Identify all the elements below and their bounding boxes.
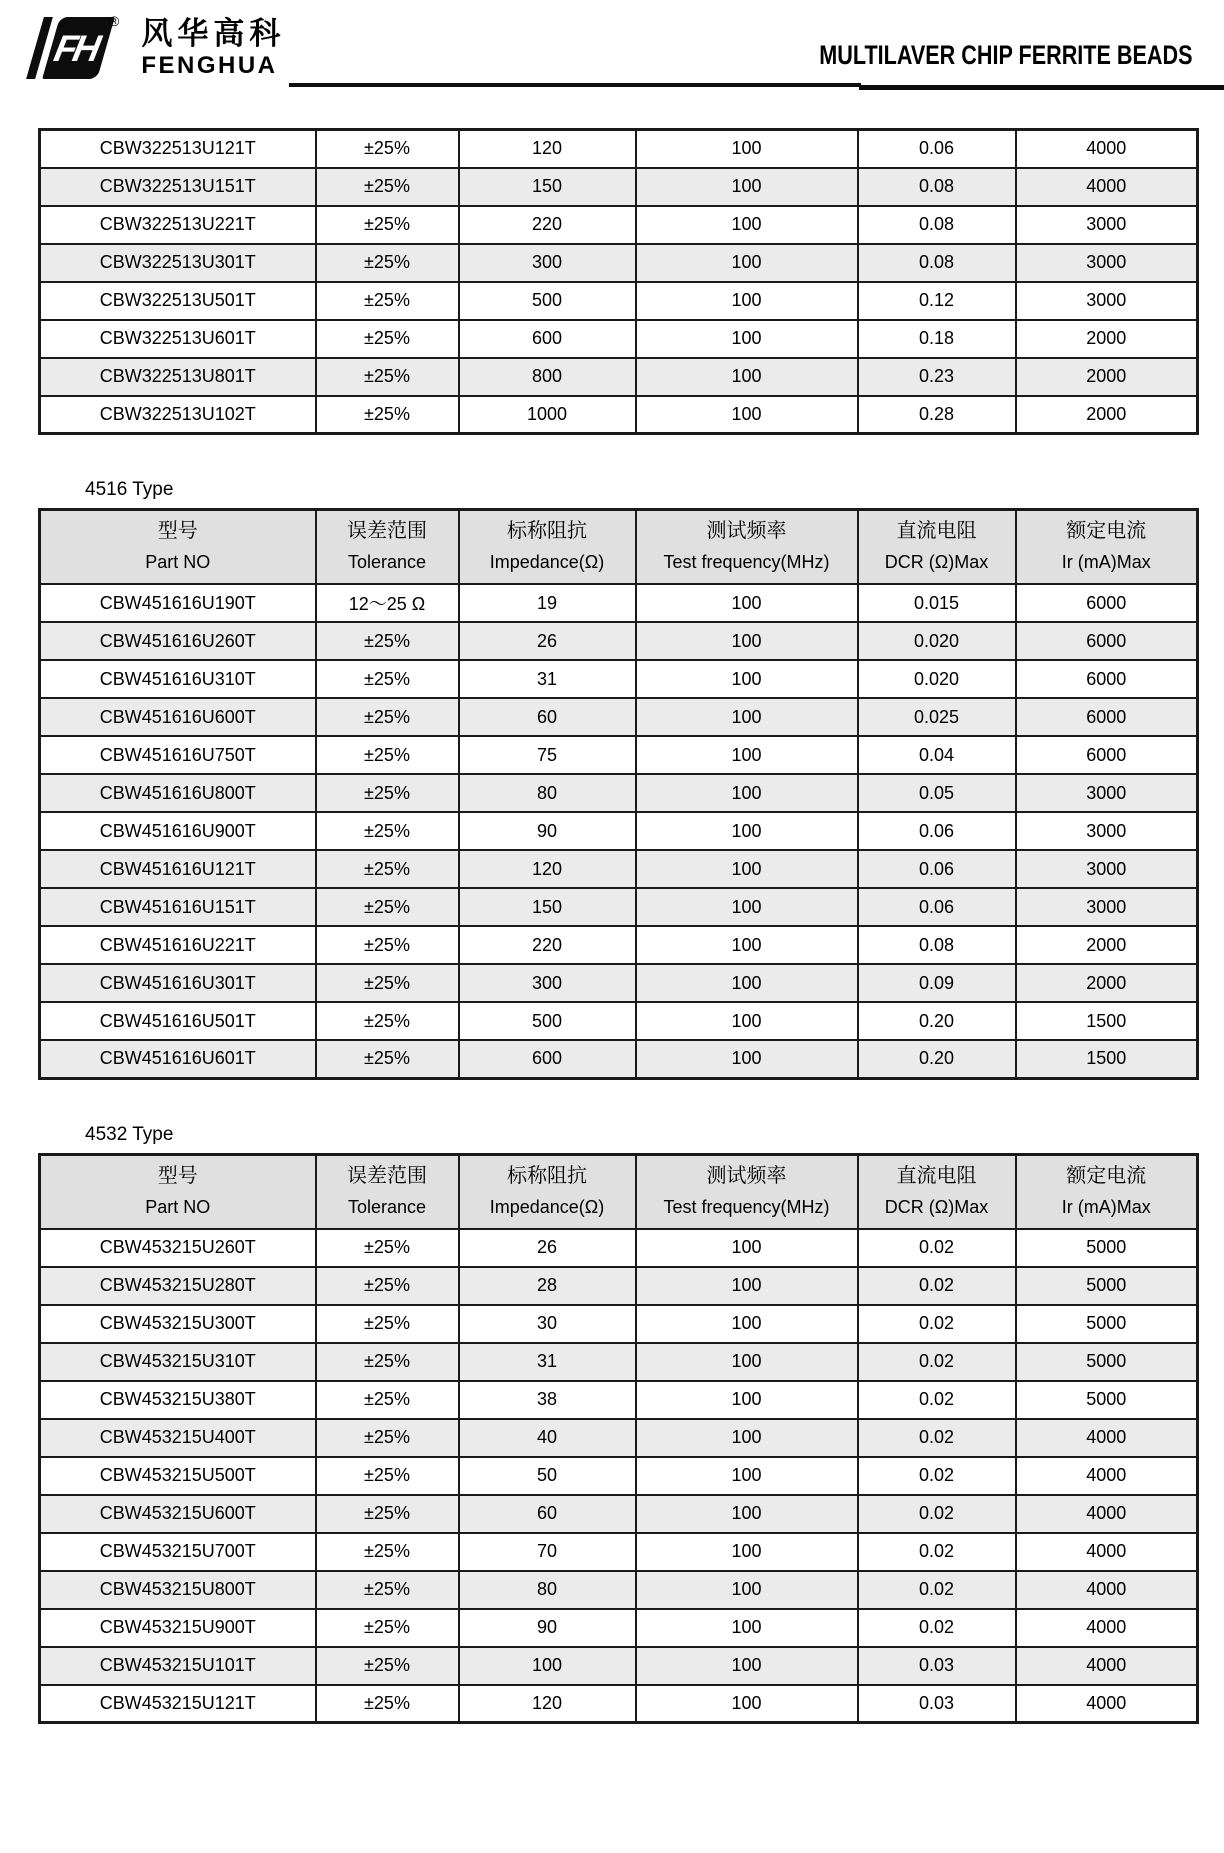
- cell-dcr: 0.06: [858, 850, 1016, 888]
- cell-freq: 100: [636, 320, 858, 358]
- cell-imp: 38: [459, 1381, 636, 1419]
- cell-part: CBW453215U500T: [40, 1457, 316, 1495]
- col-header-part-no: [40, 510, 316, 585]
- cell-tol: ±25%: [316, 396, 459, 434]
- col-header-dcr: [858, 510, 1016, 585]
- cell-dcr: 0.02: [858, 1305, 1016, 1343]
- logo-block-shape: [42, 17, 115, 79]
- cell-freq: 100: [636, 964, 858, 1002]
- cell-ir: 6000: [1016, 736, 1198, 774]
- col-header-impedance: [459, 1154, 636, 1229]
- col-header-zh: 误差范围: [347, 1164, 427, 1187]
- header-rule-left: [289, 83, 861, 87]
- cell-tol: 12～25 Ω: [316, 584, 459, 622]
- table-row: [40, 320, 1198, 358]
- cell-dcr: 0.03: [858, 1647, 1016, 1685]
- cell-freq: 100: [636, 622, 858, 660]
- cell-dcr: 0.08: [858, 244, 1016, 282]
- cell-freq: 100: [636, 1040, 858, 1078]
- cell-ir: 4000: [1016, 1571, 1198, 1609]
- col-header-zh: 型号: [157, 1164, 198, 1187]
- cell-tol: ±25%: [316, 1647, 459, 1685]
- cell-dcr: 0.020: [858, 660, 1016, 698]
- cell-dcr: 0.02: [858, 1495, 1016, 1533]
- cell-tol: ±25%: [316, 1343, 459, 1381]
- cell-dcr: 0.06: [858, 130, 1016, 168]
- table-row: [40, 1419, 1198, 1457]
- cell-freq: 100: [636, 774, 858, 812]
- cell-dcr: 0.02: [858, 1457, 1016, 1495]
- cell-ir: 1500: [1016, 1040, 1198, 1078]
- col-header-ir: [1016, 510, 1198, 585]
- col-header-part-no: [40, 1154, 316, 1229]
- cell-part: CBW451616U601T: [40, 1040, 316, 1078]
- cell-dcr: 0.12: [858, 282, 1016, 320]
- table-body: [40, 1229, 1198, 1723]
- cell-part: CBW453215U900T: [40, 1609, 316, 1647]
- cell-imp: 80: [459, 1571, 636, 1609]
- cell-imp: 300: [459, 244, 636, 282]
- cell-tol: ±25%: [316, 1571, 459, 1609]
- brand-name-chinese: 风华高科: [141, 16, 286, 51]
- cell-tol: ±25%: [316, 1533, 459, 1571]
- cell-imp: 60: [459, 1495, 636, 1533]
- cell-freq: 100: [636, 168, 858, 206]
- header-rule-right: [859, 85, 1224, 90]
- cell-freq: 100: [636, 396, 858, 434]
- cell-part: CBW451616U750T: [40, 736, 316, 774]
- cell-dcr: 0.06: [858, 888, 1016, 926]
- cell-imp: 75: [459, 736, 636, 774]
- fenghua-logo: [30, 13, 286, 80]
- col-header-tolerance: [316, 510, 459, 585]
- cell-part: CBW322513U221T: [40, 206, 316, 244]
- col-header-zh: 测试频率: [706, 520, 787, 542]
- brand-name-english: FENGHUA: [141, 52, 278, 79]
- document-title: MULTILAVER CHIP FERRITE BEADS: [819, 40, 1193, 70]
- table-row: [40, 1002, 1198, 1040]
- cell-freq: 100: [636, 1685, 858, 1723]
- col-header-dcr: [858, 1154, 1016, 1229]
- cell-part: CBW322513U801T: [40, 358, 316, 396]
- cell-freq: 100: [636, 736, 858, 774]
- cell-tol: ±25%: [316, 1495, 459, 1533]
- cell-part: CBW453215U280T: [40, 1267, 316, 1305]
- cell-imp: 70: [459, 1533, 636, 1571]
- fenghua-logo-mark-icon: [30, 16, 106, 80]
- col-header-zh: 型号: [157, 520, 198, 542]
- cell-imp: 26: [459, 1229, 636, 1267]
- cell-freq: 100: [636, 1533, 858, 1571]
- col-header-zh: 标称阻抗: [507, 1164, 587, 1187]
- cell-freq: 100: [636, 1419, 858, 1457]
- table-body: [40, 584, 1198, 1078]
- cell-imp: 40: [459, 1419, 636, 1457]
- cell-imp: 220: [459, 926, 636, 964]
- table-row: [40, 584, 1198, 622]
- table-row: [40, 1343, 1198, 1381]
- table-row: [40, 1457, 1198, 1495]
- table-row: [40, 396, 1198, 434]
- cell-freq: 100: [636, 1002, 858, 1040]
- table-row: [40, 206, 1198, 244]
- cell-freq: 100: [636, 1457, 858, 1495]
- cell-imp: 120: [459, 850, 636, 888]
- cell-dcr: 0.28: [858, 396, 1016, 434]
- cell-freq: 100: [636, 282, 858, 320]
- table-row: [40, 1647, 1198, 1685]
- table-body: [40, 130, 1198, 434]
- col-header-en: Tolerance: [347, 552, 427, 572]
- cell-dcr: 0.23: [858, 358, 1016, 396]
- cell-tol: ±25%: [316, 1040, 459, 1078]
- cell-freq: 100: [636, 206, 858, 244]
- cell-imp: 80: [459, 774, 636, 812]
- col-header-en: Part NO: [145, 552, 211, 572]
- cell-part: CBW453215U260T: [40, 1229, 316, 1267]
- cell-tol: ±25%: [316, 206, 459, 244]
- col-header-en: DCR (Ω)Max: [884, 552, 989, 572]
- cell-tol: ±25%: [316, 622, 459, 660]
- section-label-4516: 4516 Type: [85, 479, 174, 500]
- cell-imp: 150: [459, 168, 636, 206]
- cell-tol: ±25%: [316, 1457, 459, 1495]
- cell-ir: 4000: [1016, 1419, 1198, 1457]
- cell-ir: 5000: [1016, 1381, 1198, 1419]
- table-row: [40, 1229, 1198, 1267]
- col-header-en: Impedance(Ω): [489, 552, 605, 572]
- cell-imp: 28: [459, 1267, 636, 1305]
- table-row: [40, 1685, 1198, 1723]
- col-header-zh: 额定电流: [1066, 520, 1147, 542]
- table-row: [40, 358, 1198, 396]
- cell-imp: 1000: [459, 396, 636, 434]
- cell-dcr: 0.015: [858, 584, 1016, 622]
- cell-tol: ±25%: [316, 1685, 459, 1723]
- cell-dcr: 0.05: [858, 774, 1016, 812]
- col-header-en: Ir (mA)Max: [1061, 552, 1151, 572]
- table-row: [40, 622, 1198, 660]
- col-header-test-frequency: [636, 1154, 858, 1229]
- cell-tol: ±25%: [316, 926, 459, 964]
- cell-ir: 6000: [1016, 622, 1198, 660]
- section-label-4532: 4532 Type: [85, 1123, 174, 1145]
- cell-tol: ±25%: [316, 282, 459, 320]
- col-header-zh: 误差范围: [347, 520, 427, 542]
- cell-part: CBW453215U800T: [40, 1571, 316, 1609]
- cell-tol: ±25%: [316, 698, 459, 736]
- cell-freq: 100: [636, 698, 858, 736]
- cell-freq: 100: [636, 130, 858, 168]
- col-header-zh: 标称阻抗: [507, 520, 587, 542]
- table-row: [40, 1040, 1198, 1078]
- cell-part: CBW453215U380T: [40, 1381, 316, 1419]
- cell-part: CBW451616U121T: [40, 850, 316, 888]
- cell-ir: 1500: [1016, 1002, 1198, 1040]
- table-row: [40, 244, 1198, 282]
- cell-freq: 100: [636, 850, 858, 888]
- table-row: [40, 1495, 1198, 1533]
- cell-imp: 120: [459, 130, 636, 168]
- cell-imp: 150: [459, 888, 636, 926]
- cell-ir: 5000: [1016, 1229, 1198, 1267]
- cell-freq: 100: [636, 926, 858, 964]
- cell-dcr: 0.06: [858, 812, 1016, 850]
- cell-part: CBW322513U121T: [40, 130, 316, 168]
- table-row: [40, 1533, 1198, 1571]
- cell-tol: ±25%: [316, 736, 459, 774]
- cell-tol: ±25%: [316, 774, 459, 812]
- table-row: [40, 1571, 1198, 1609]
- col-header-ir: [1016, 1154, 1198, 1229]
- cell-dcr: 0.02: [858, 1381, 1016, 1419]
- cell-ir: 2000: [1016, 396, 1198, 434]
- cell-tol: ±25%: [316, 1305, 459, 1343]
- col-header-en: Impedance(Ω): [489, 1196, 605, 1217]
- table-row: [40, 1381, 1198, 1419]
- cell-dcr: 0.02: [858, 1267, 1016, 1305]
- cell-imp: 600: [459, 320, 636, 358]
- page-header: [0, 0, 1224, 128]
- cell-ir: 4000: [1016, 1609, 1198, 1647]
- cell-freq: 100: [636, 812, 858, 850]
- cell-part: CBW451616U310T: [40, 660, 316, 698]
- cell-ir: 6000: [1016, 660, 1198, 698]
- cell-part: CBW322513U102T: [40, 396, 316, 434]
- cell-freq: 100: [636, 1647, 858, 1685]
- cell-part: CBW451616U900T: [40, 812, 316, 850]
- cell-part: CBW451616U151T: [40, 888, 316, 926]
- cell-ir: 3000: [1016, 774, 1198, 812]
- cell-tol: ±25%: [316, 1609, 459, 1647]
- cell-imp: 60: [459, 698, 636, 736]
- cell-freq: 100: [636, 1267, 858, 1305]
- cell-ir: 3000: [1016, 244, 1198, 282]
- cell-freq: 100: [636, 1229, 858, 1267]
- cell-imp: 500: [459, 282, 636, 320]
- cell-part: CBW453215U700T: [40, 1533, 316, 1571]
- cell-ir: 4000: [1016, 1647, 1198, 1685]
- cell-part: CBW322513U601T: [40, 320, 316, 358]
- cell-tol: ±25%: [316, 1229, 459, 1267]
- cell-part: CBW453215U121T: [40, 1685, 316, 1723]
- table-row: [40, 926, 1198, 964]
- cell-imp: 120: [459, 1685, 636, 1723]
- cell-ir: 5000: [1016, 1305, 1198, 1343]
- table-row: [40, 698, 1198, 736]
- cell-tol: ±25%: [316, 320, 459, 358]
- cell-imp: 90: [459, 1609, 636, 1647]
- cell-dcr: 0.02: [858, 1229, 1016, 1267]
- cell-freq: 100: [636, 660, 858, 698]
- cell-ir: 2000: [1016, 964, 1198, 1002]
- cell-part: CBW451616U800T: [40, 774, 316, 812]
- cell-imp: 31: [459, 660, 636, 698]
- cell-tol: ±25%: [316, 660, 459, 698]
- col-header-test-frequency: [636, 510, 858, 585]
- cell-dcr: 0.025: [858, 698, 1016, 736]
- cell-imp: 600: [459, 1040, 636, 1078]
- cell-part: CBW453215U310T: [40, 1343, 316, 1381]
- cell-freq: 100: [636, 888, 858, 926]
- col-header-en: Ir (mA)Max: [1061, 1196, 1151, 1217]
- cell-ir: 2000: [1016, 926, 1198, 964]
- cell-ir: 5000: [1016, 1343, 1198, 1381]
- table-row: [40, 1609, 1198, 1647]
- cell-dcr: 0.09: [858, 964, 1016, 1002]
- table-header: [40, 510, 1198, 585]
- cell-part: CBW453215U400T: [40, 1419, 316, 1457]
- cell-imp: 30: [459, 1305, 636, 1343]
- cell-freq: 100: [636, 1381, 858, 1419]
- col-header-zh: 直流电阻: [896, 1164, 977, 1187]
- cell-ir: 2000: [1016, 320, 1198, 358]
- table-row: [40, 736, 1198, 774]
- cell-tol: ±25%: [316, 850, 459, 888]
- cell-dcr: 0.08: [858, 168, 1016, 206]
- cell-part: CBW451616U260T: [40, 622, 316, 660]
- cell-imp: 50: [459, 1457, 636, 1495]
- header-row: [40, 1154, 1198, 1229]
- cell-ir: 5000: [1016, 1267, 1198, 1305]
- cell-imp: 31: [459, 1343, 636, 1381]
- cell-ir: 3000: [1016, 812, 1198, 850]
- col-header-en: Test frequency(MHz): [663, 1196, 830, 1217]
- cell-ir: 4000: [1016, 1495, 1198, 1533]
- cell-tol: ±25%: [316, 1267, 459, 1305]
- cell-tol: ±25%: [316, 168, 459, 206]
- table-row: [40, 888, 1198, 926]
- cell-ir: 6000: [1016, 698, 1198, 736]
- cell-imp: 800: [459, 358, 636, 396]
- cell-tol: ±25%: [316, 812, 459, 850]
- table-row: [40, 130, 1198, 168]
- table-header: [40, 1154, 1198, 1229]
- logo-monogram: FH: [51, 27, 101, 69]
- table-row: [40, 964, 1198, 1002]
- cell-freq: 100: [636, 358, 858, 396]
- registered-trademark-icon: ®: [109, 13, 120, 29]
- cell-dcr: 0.03: [858, 1685, 1016, 1723]
- cell-part: CBW451616U221T: [40, 926, 316, 964]
- parts-table-3225-continued: [38, 128, 1199, 435]
- cell-imp: 300: [459, 964, 636, 1002]
- parts-table-4516: [38, 508, 1199, 1080]
- cell-tol: ±25%: [316, 1381, 459, 1419]
- cell-dcr: 0.02: [858, 1609, 1016, 1647]
- cell-part: CBW453215U300T: [40, 1305, 316, 1343]
- cell-tol: ±25%: [316, 888, 459, 926]
- table-row: [40, 812, 1198, 850]
- col-header-zh: 直流电阻: [896, 520, 977, 542]
- table-row: [40, 282, 1198, 320]
- col-header-en: Test frequency(MHz): [663, 552, 830, 572]
- cell-ir: 3000: [1016, 888, 1198, 926]
- cell-tol: ±25%: [316, 1419, 459, 1457]
- cell-part: CBW322513U151T: [40, 168, 316, 206]
- col-header-zh: 额定电流: [1066, 1164, 1147, 1187]
- cell-part: CBW322513U501T: [40, 282, 316, 320]
- table-row: [40, 168, 1198, 206]
- cell-tol: ±25%: [316, 964, 459, 1002]
- cell-part: CBW453215U600T: [40, 1495, 316, 1533]
- cell-ir: 4000: [1016, 1457, 1198, 1495]
- cell-dcr: 0.08: [858, 926, 1016, 964]
- cell-freq: 100: [636, 1495, 858, 1533]
- cell-part: CBW451616U190T: [40, 584, 316, 622]
- cell-dcr: 0.08: [858, 206, 1016, 244]
- cell-dcr: 0.04: [858, 736, 1016, 774]
- cell-ir: 4000: [1016, 168, 1198, 206]
- col-header-tolerance: [316, 1154, 459, 1229]
- table-row: [40, 850, 1198, 888]
- cell-tol: ±25%: [316, 130, 459, 168]
- cell-freq: 100: [636, 244, 858, 282]
- cell-imp: 100: [459, 1647, 636, 1685]
- cell-freq: 100: [636, 584, 858, 622]
- cell-ir: 4000: [1016, 1685, 1198, 1723]
- cell-dcr: 0.02: [858, 1343, 1016, 1381]
- table-row: [40, 660, 1198, 698]
- cell-part: CBW451616U301T: [40, 964, 316, 1002]
- cell-ir: 2000: [1016, 358, 1198, 396]
- cell-ir: 6000: [1016, 584, 1198, 622]
- cell-part: CBW451616U501T: [40, 1002, 316, 1040]
- cell-freq: 100: [636, 1305, 858, 1343]
- cell-dcr: 0.02: [858, 1419, 1016, 1457]
- cell-dcr: 0.20: [858, 1040, 1016, 1078]
- header-row: [40, 510, 1198, 585]
- col-header-en: Part NO: [145, 1196, 211, 1217]
- cell-imp: 26: [459, 622, 636, 660]
- cell-freq: 100: [636, 1571, 858, 1609]
- cell-ir: 4000: [1016, 1533, 1198, 1571]
- cell-dcr: 0.02: [858, 1533, 1016, 1571]
- cell-imp: 19: [459, 584, 636, 622]
- cell-part: CBW322513U301T: [40, 244, 316, 282]
- col-header-zh: 测试频率: [706, 1164, 787, 1187]
- parts-table-4532: [38, 1153, 1199, 1725]
- cell-ir: 4000: [1016, 130, 1198, 168]
- cell-part: CBW451616U600T: [40, 698, 316, 736]
- cell-dcr: 0.20: [858, 1002, 1016, 1040]
- cell-dcr: 0.18: [858, 320, 1016, 358]
- col-header-en: Tolerance: [347, 1196, 427, 1217]
- table-row: [40, 1267, 1198, 1305]
- cell-tol: ±25%: [316, 244, 459, 282]
- table-row: [40, 1305, 1198, 1343]
- brand-name: [141, 18, 285, 78]
- col-header-impedance: [459, 510, 636, 585]
- cell-ir: 3000: [1016, 282, 1198, 320]
- table-row: [40, 774, 1198, 812]
- cell-part: CBW453215U101T: [40, 1647, 316, 1685]
- cell-imp: 90: [459, 812, 636, 850]
- cell-freq: 100: [636, 1609, 858, 1647]
- cell-freq: 100: [636, 1343, 858, 1381]
- col-header-en: DCR (Ω)Max: [884, 1196, 989, 1217]
- cell-tol: ±25%: [316, 1002, 459, 1040]
- cell-dcr: 0.02: [858, 1571, 1016, 1609]
- cell-imp: 500: [459, 1002, 636, 1040]
- cell-ir: 3000: [1016, 206, 1198, 244]
- cell-tol: ±25%: [316, 358, 459, 396]
- cell-dcr: 0.020: [858, 622, 1016, 660]
- cell-imp: 220: [459, 206, 636, 244]
- cell-ir: 3000: [1016, 850, 1198, 888]
